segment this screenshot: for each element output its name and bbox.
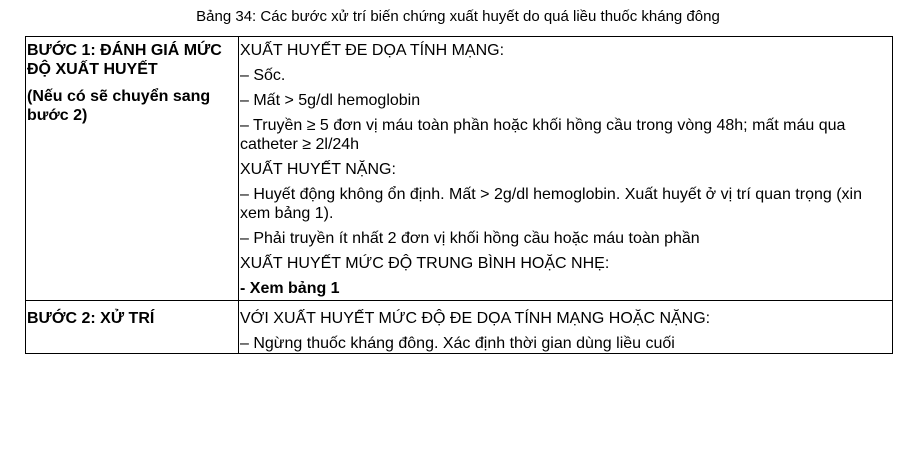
section-moderate-mild-heading: XUẤT HUYẾT MỨC ĐỘ TRUNG BÌNH HOẶC NHẸ: — [240, 255, 610, 272]
list-item-unstable-hemodynamics: – Huyết động không ổn định. Mất > 2g/dl hemoglobin. Xuất huyết ở vị trí quan trọng (xin xem bảng 1). — [240, 186, 862, 222]
section-life-threatening-heading: XUẤT HUYẾT ĐE DỌA TÍNH MẠNG: — [240, 42, 505, 59]
section-severe-heading: XUẤT HUYẾT NẶNG: — [240, 161, 396, 178]
treatment-steps-table — [25, 36, 893, 354]
list-item-stop-anticoagulant: – Ngừng thuốc kháng đông. Xác định thời gian dùng liều cuối — [240, 335, 675, 352]
section-management-heading: VỚI XUẤT HUYẾT MỨC ĐỘ ĐE DỌA TÍNH MẠNG HOẶC NẶNG: — [240, 310, 711, 327]
table-row-step1 — [26, 37, 893, 301]
step1-content — [239, 37, 893, 301]
step1-note: (Nếu có sẽ chuyển sang bước 2) — [27, 88, 211, 124]
step1-title: BƯỚC 1: ĐÁNH GIÁ MỨC ĐỘ XUẤT HUYẾT — [27, 42, 222, 78]
table-caption: Bảng 34: Các bước xử trí biến chứng xuất huyết do quá liều thuốc kháng đông — [196, 8, 720, 25]
list-item-transfusion-5-units: – Truyền ≥ 5 đơn vị máu toàn phần hoặc khối hồng cầu trong vòng 48h; mất máu qua catheter ≥ 2l/24h — [240, 117, 846, 153]
list-item-shock: – Sốc. — [240, 67, 286, 84]
step2-title: BƯỚC 2: XỬ TRÍ — [27, 310, 155, 327]
list-item-transfusion-2-units: – Phải truyền ít nhất 2 đơn vị khối hồng cầu hoặc máu toàn phần — [240, 230, 700, 247]
list-item-see-table-1: - Xem bảng 1 — [240, 280, 340, 297]
step2-cell — [26, 301, 239, 354]
list-item-hemoglobin-loss-5: – Mất > 5g/dl hemoglobin — [240, 92, 421, 109]
step2-content — [239, 301, 893, 354]
step1-cell — [26, 37, 239, 301]
table-row-step2 — [26, 301, 893, 354]
